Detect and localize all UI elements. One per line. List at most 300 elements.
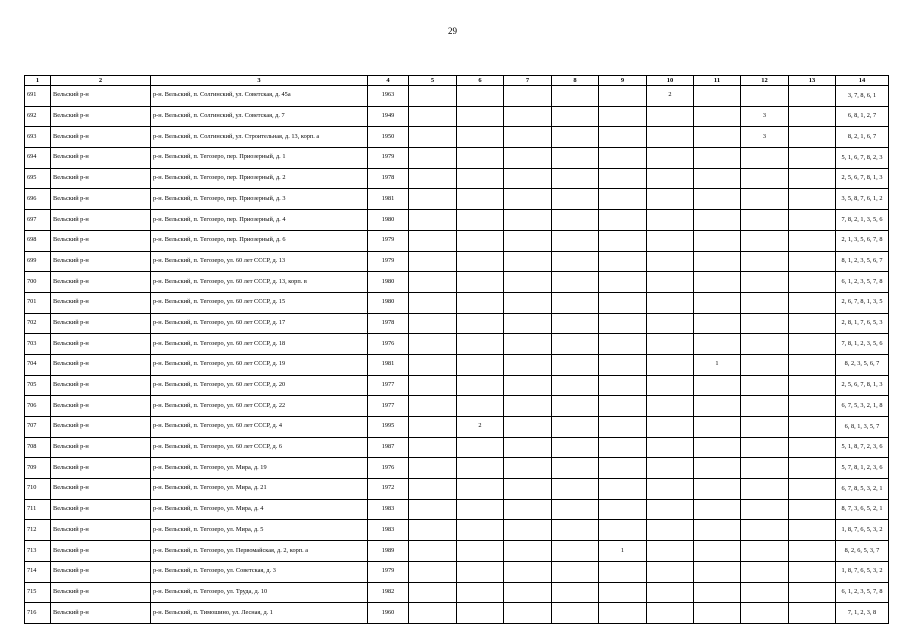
year-cell: 1949: [368, 106, 409, 127]
col13-cell: [789, 334, 836, 355]
codes-cell: 8, 7, 3, 6, 5, 2, 1: [836, 499, 889, 520]
column-header: 7: [504, 76, 552, 86]
district-cell: Вельский р-н: [51, 541, 151, 562]
year-cell: 1977: [368, 396, 409, 417]
col10-cell: [647, 230, 694, 251]
address-cell: р-н. Вельский, п. Солгинский, ул. Советская, д. 45а: [151, 86, 368, 107]
address-cell: р-н. Вельский, п. Тегозеро, пер. Приозерный, д. 4: [151, 210, 368, 231]
col12-cell: 3: [741, 106, 789, 127]
col9-cell: 1: [599, 541, 647, 562]
col9-cell: [599, 520, 647, 541]
row-number: 702: [25, 313, 51, 334]
col5-cell: [409, 230, 457, 251]
col7-cell: [504, 479, 552, 500]
col7-cell: [504, 148, 552, 169]
year-cell: 1980: [368, 210, 409, 231]
col8-cell: [552, 313, 599, 334]
year-cell: 1977: [368, 375, 409, 396]
col8-cell: [552, 541, 599, 562]
column-header: 10: [647, 76, 694, 86]
table-row: [25, 292, 889, 313]
col8-cell: [552, 168, 599, 189]
codes-cell: 6, 8, 1, 2, 7: [836, 106, 889, 127]
district-cell: Вельский р-н: [51, 582, 151, 603]
row-number: 696: [25, 189, 51, 210]
address-cell: р-н. Вельский, п. Тегозеро, пер. Приозерный, д. 3: [151, 189, 368, 210]
district-cell: Вельский р-н: [51, 86, 151, 107]
col6-cell: [457, 603, 504, 624]
col12-cell: [741, 520, 789, 541]
col11-cell: [694, 148, 741, 169]
col11-cell: [694, 375, 741, 396]
row-number: 709: [25, 458, 51, 479]
column-header: 12: [741, 76, 789, 86]
year-cell: 1963: [368, 86, 409, 107]
col11-cell: [694, 479, 741, 500]
col7-cell: [504, 230, 552, 251]
col7-cell: [504, 127, 552, 148]
col5-cell: [409, 210, 457, 231]
district-cell: Вельский р-н: [51, 520, 151, 541]
column-header: 1: [25, 76, 51, 86]
district-cell: Вельский р-н: [51, 189, 151, 210]
address-cell: р-н. Вельский, п. Солгинский, ул. Советская, д. 7: [151, 106, 368, 127]
col9-cell: [599, 106, 647, 127]
col5-cell: [409, 189, 457, 210]
col13-cell: [789, 354, 836, 375]
table-row: [25, 437, 889, 458]
column-header: 5: [409, 76, 457, 86]
table-row: [25, 230, 889, 251]
col13-cell: [789, 168, 836, 189]
col13-cell: [789, 499, 836, 520]
address-cell: р-н. Вельский, п. Тегозеро, ул. 60 лет СССР, д. 15: [151, 292, 368, 313]
col6-cell: [457, 334, 504, 355]
col10-cell: [647, 251, 694, 272]
col11-cell: [694, 292, 741, 313]
col13-cell: [789, 86, 836, 107]
col5-cell: [409, 561, 457, 582]
col11-cell: [694, 520, 741, 541]
column-header: 9: [599, 76, 647, 86]
col10-cell: [647, 127, 694, 148]
codes-cell: 5, 7, 8, 1, 2, 3, 6: [836, 458, 889, 479]
col7-cell: [504, 375, 552, 396]
row-number: 701: [25, 292, 51, 313]
district-cell: Вельский р-н: [51, 251, 151, 272]
col5-cell: [409, 168, 457, 189]
col12-cell: [741, 603, 789, 624]
year-cell: 1978: [368, 168, 409, 189]
col10-cell: [647, 354, 694, 375]
col8-cell: [552, 148, 599, 169]
col8-cell: [552, 127, 599, 148]
col8-cell: [552, 479, 599, 500]
address-cell: р-н. Вельский, п. Тегозеро, пер. Приозерный, д. 6: [151, 230, 368, 251]
column-header: 4: [368, 76, 409, 86]
col9-cell: [599, 334, 647, 355]
district-cell: Вельский р-н: [51, 106, 151, 127]
col9-cell: [599, 582, 647, 603]
row-number: 703: [25, 334, 51, 355]
codes-cell: 8, 2, 1, 6, 7: [836, 127, 889, 148]
col13-cell: [789, 561, 836, 582]
col12-cell: [741, 499, 789, 520]
col10-cell: [647, 168, 694, 189]
col10-cell: [647, 499, 694, 520]
col12-cell: [741, 396, 789, 417]
col9-cell: [599, 168, 647, 189]
district-cell: Вельский р-н: [51, 375, 151, 396]
col11-cell: [694, 86, 741, 107]
table-body: [25, 86, 889, 624]
col10-cell: [647, 582, 694, 603]
col11-cell: [694, 313, 741, 334]
col11-cell: [694, 189, 741, 210]
col11-cell: [694, 106, 741, 127]
col13-cell: [789, 437, 836, 458]
codes-cell: 6, 7, 5, 3, 2, 1, 8: [836, 396, 889, 417]
col7-cell: [504, 189, 552, 210]
district-cell: Вельский р-н: [51, 148, 151, 169]
row-number: 691: [25, 86, 51, 107]
col13-cell: [789, 375, 836, 396]
col12-cell: [741, 292, 789, 313]
table-row: [25, 148, 889, 169]
col6-cell: [457, 148, 504, 169]
table-row: [25, 458, 889, 479]
col9-cell: [599, 127, 647, 148]
col7-cell: [504, 251, 552, 272]
table-row: [25, 210, 889, 231]
col12-cell: [741, 334, 789, 355]
codes-cell: 5, 1, 8, 7, 2, 3, 6: [836, 437, 889, 458]
col10-cell: [647, 313, 694, 334]
year-cell: 1979: [368, 251, 409, 272]
year-cell: 1976: [368, 334, 409, 355]
address-cell: р-н. Вельский, п. Тегозеро, ул. 60 лет СССР, д. 20: [151, 375, 368, 396]
col6-cell: [457, 86, 504, 107]
district-cell: Вельский р-н: [51, 230, 151, 251]
col11-cell: [694, 251, 741, 272]
table-row: [25, 106, 889, 127]
col12-cell: [741, 561, 789, 582]
col5-cell: [409, 354, 457, 375]
year-cell: 1979: [368, 561, 409, 582]
col8-cell: [552, 189, 599, 210]
col6-cell: [457, 520, 504, 541]
col13-cell: [789, 148, 836, 169]
col7-cell: [504, 520, 552, 541]
address-cell: р-н. Вельский, п. Тегозеро, ул. Мира, д. 19: [151, 458, 368, 479]
register-table: [24, 75, 889, 624]
address-cell: р-н. Вельский, п. Тегозеро, ул. 60 лет СССР, д. 22: [151, 396, 368, 417]
col5-cell: [409, 479, 457, 500]
col11-cell: [694, 603, 741, 624]
col5-cell: [409, 292, 457, 313]
col9-cell: [599, 292, 647, 313]
col6-cell: [457, 106, 504, 127]
col8-cell: [552, 582, 599, 603]
col5-cell: [409, 272, 457, 293]
row-number: 706: [25, 396, 51, 417]
district-cell: Вельский р-н: [51, 127, 151, 148]
district-cell: Вельский р-н: [51, 437, 151, 458]
col8-cell: [552, 603, 599, 624]
address-cell: р-н. Вельский, п. Тегозеро, ул. 60 лет СССР, д. 17: [151, 313, 368, 334]
col10-cell: [647, 479, 694, 500]
col7-cell: [504, 354, 552, 375]
col10-cell: [647, 148, 694, 169]
district-cell: Вельский р-н: [51, 561, 151, 582]
col9-cell: [599, 272, 647, 293]
col6-cell: [457, 210, 504, 231]
col8-cell: [552, 354, 599, 375]
table-row: [25, 603, 889, 624]
col10-cell: [647, 106, 694, 127]
col8-cell: [552, 86, 599, 107]
col8-cell: [552, 230, 599, 251]
col13-cell: [789, 458, 836, 479]
col11-cell: [694, 334, 741, 355]
col10-cell: [647, 272, 694, 293]
row-number: 700: [25, 272, 51, 293]
col12-cell: [741, 354, 789, 375]
col7-cell: [504, 582, 552, 603]
col12-cell: [741, 417, 789, 438]
address-cell: р-н. Вельский, п. Солгинский, ул. Строительная, д. 13, корп. а: [151, 127, 368, 148]
col7-cell: [504, 437, 552, 458]
codes-cell: 3, 5, 8, 7, 6, 1, 2: [836, 189, 889, 210]
address-cell: р-н. Вельский, п. Тегозеро, ул. 60 лет СССР, д. 19: [151, 354, 368, 375]
row-number: 699: [25, 251, 51, 272]
col13-cell: [789, 582, 836, 603]
col10-cell: [647, 417, 694, 438]
table-row: [25, 479, 889, 500]
col10-cell: [647, 603, 694, 624]
col7-cell: [504, 603, 552, 624]
col5-cell: [409, 313, 457, 334]
col6-cell: [457, 541, 504, 562]
col13-cell: [789, 272, 836, 293]
year-cell: 1989: [368, 541, 409, 562]
col8-cell: [552, 210, 599, 231]
col7-cell: [504, 272, 552, 293]
col12-cell: [741, 541, 789, 562]
col13-cell: [789, 189, 836, 210]
col6-cell: 2: [457, 417, 504, 438]
col7-cell: [504, 313, 552, 334]
row-number: 715: [25, 582, 51, 603]
codes-cell: 5, 1, 6, 7, 8, 2, 3: [836, 148, 889, 169]
column-header: 8: [552, 76, 599, 86]
col6-cell: [457, 375, 504, 396]
year-cell: 1979: [368, 230, 409, 251]
year-cell: 1978: [368, 313, 409, 334]
table-row: [25, 561, 889, 582]
table-row: [25, 127, 889, 148]
year-cell: 1960: [368, 603, 409, 624]
codes-cell: 3, 7, 8, 6, 1: [836, 86, 889, 107]
year-cell: 1995: [368, 417, 409, 438]
codes-cell: 7, 1, 2, 3, 8: [836, 603, 889, 624]
col12-cell: [741, 313, 789, 334]
col10-cell: [647, 334, 694, 355]
col12-cell: [741, 189, 789, 210]
col6-cell: [457, 396, 504, 417]
row-number: 716: [25, 603, 51, 624]
district-cell: Вельский р-н: [51, 603, 151, 624]
col10-cell: [647, 189, 694, 210]
table-row: [25, 272, 889, 293]
col5-cell: [409, 375, 457, 396]
table-row: [25, 396, 889, 417]
district-cell: Вельский р-н: [51, 272, 151, 293]
row-number: 711: [25, 499, 51, 520]
col8-cell: [552, 334, 599, 355]
district-cell: Вельский р-н: [51, 168, 151, 189]
col12-cell: [741, 148, 789, 169]
col9-cell: [599, 396, 647, 417]
year-cell: 1987: [368, 437, 409, 458]
year-cell: 1981: [368, 189, 409, 210]
year-cell: 1979: [368, 148, 409, 169]
col11-cell: [694, 541, 741, 562]
col13-cell: [789, 479, 836, 500]
codes-cell: 2, 5, 6, 7, 8, 1, 3: [836, 375, 889, 396]
col9-cell: [599, 210, 647, 231]
district-cell: Вельский р-н: [51, 417, 151, 438]
col11-cell: [694, 417, 741, 438]
row-number: 704: [25, 354, 51, 375]
table-row: [25, 189, 889, 210]
col11-cell: [694, 582, 741, 603]
column-header: 11: [694, 76, 741, 86]
col5-cell: [409, 127, 457, 148]
table-row: [25, 168, 889, 189]
col9-cell: [599, 86, 647, 107]
col13-cell: [789, 106, 836, 127]
district-cell: Вельский р-н: [51, 210, 151, 231]
codes-cell: 1, 8, 7, 6, 5, 3, 2: [836, 520, 889, 541]
col5-cell: [409, 251, 457, 272]
district-cell: Вельский р-н: [51, 479, 151, 500]
col7-cell: [504, 417, 552, 438]
col8-cell: [552, 396, 599, 417]
col9-cell: [599, 375, 647, 396]
col10-cell: [647, 437, 694, 458]
district-cell: Вельский р-н: [51, 396, 151, 417]
codes-cell: 6, 1, 2, 3, 5, 7, 8: [836, 272, 889, 293]
codes-cell: 2, 6, 7, 8, 1, 3, 5: [836, 292, 889, 313]
col9-cell: [599, 189, 647, 210]
col9-cell: [599, 354, 647, 375]
year-cell: 1972: [368, 479, 409, 500]
col10-cell: [647, 561, 694, 582]
col11-cell: [694, 396, 741, 417]
col9-cell: [599, 437, 647, 458]
col8-cell: [552, 106, 599, 127]
codes-cell: 2, 5, 6, 7, 8, 1, 3: [836, 168, 889, 189]
column-header: 6: [457, 76, 504, 86]
col6-cell: [457, 458, 504, 479]
row-number: 708: [25, 437, 51, 458]
row-number: 698: [25, 230, 51, 251]
col5-cell: [409, 458, 457, 479]
table-row: [25, 417, 889, 438]
col5-cell: [409, 417, 457, 438]
col6-cell: [457, 313, 504, 334]
col11-cell: [694, 230, 741, 251]
col8-cell: [552, 561, 599, 582]
col8-cell: [552, 437, 599, 458]
col13-cell: [789, 210, 836, 231]
address-cell: р-н. Вельский, п. Тегозеро, ул. Советская, д. 3: [151, 561, 368, 582]
col12-cell: [741, 168, 789, 189]
col9-cell: [599, 148, 647, 169]
col11-cell: [694, 210, 741, 231]
col6-cell: [457, 292, 504, 313]
col8-cell: [552, 292, 599, 313]
col5-cell: [409, 603, 457, 624]
col8-cell: [552, 417, 599, 438]
col5-cell: [409, 541, 457, 562]
row-number: 707: [25, 417, 51, 438]
address-cell: р-н. Вельский, п. Тегозеро, ул. 60 лет СССР, д. 18: [151, 334, 368, 355]
col13-cell: [789, 603, 836, 624]
col11-cell: [694, 272, 741, 293]
table-row: [25, 86, 889, 107]
codes-cell: 7, 8, 1, 2, 3, 5, 6: [836, 334, 889, 355]
district-cell: Вельский р-н: [51, 458, 151, 479]
table-row: [25, 520, 889, 541]
table-row: [25, 313, 889, 334]
codes-cell: 1, 8, 7, 6, 5, 3, 2: [836, 561, 889, 582]
row-number: 712: [25, 520, 51, 541]
col10-cell: [647, 375, 694, 396]
col8-cell: [552, 272, 599, 293]
row-number: 694: [25, 148, 51, 169]
col9-cell: [599, 603, 647, 624]
address-cell: р-н. Вельский, п. Тегозеро, ул. 60 лет СССР, д. 13, корп. в: [151, 272, 368, 293]
col5-cell: [409, 86, 457, 107]
col10-cell: [647, 458, 694, 479]
col13-cell: [789, 251, 836, 272]
col7-cell: [504, 334, 552, 355]
col6-cell: [457, 272, 504, 293]
column-header: 14: [836, 76, 889, 86]
col10-cell: [647, 396, 694, 417]
address-cell: р-н. Вельский, п. Тегозеро, ул. 60 лет СССР, д. 6: [151, 437, 368, 458]
col11-cell: [694, 458, 741, 479]
codes-cell: 2, 1, 3, 5, 6, 7, 8: [836, 230, 889, 251]
column-header: 3: [151, 76, 368, 86]
address-cell: р-н. Вельский, п. Тегозеро, ул. 60 лет СССР, д. 4: [151, 417, 368, 438]
col6-cell: [457, 582, 504, 603]
col13-cell: [789, 541, 836, 562]
col8-cell: [552, 251, 599, 272]
year-cell: 1982: [368, 582, 409, 603]
col7-cell: [504, 561, 552, 582]
district-cell: Вельский р-н: [51, 354, 151, 375]
col9-cell: [599, 499, 647, 520]
table-row: [25, 251, 889, 272]
codes-cell: 6, 1, 2, 3, 5, 7, 8: [836, 582, 889, 603]
address-cell: р-н. Вельский, п. Тегозеро, ул. Мира, д. 5: [151, 520, 368, 541]
col5-cell: [409, 148, 457, 169]
col9-cell: [599, 479, 647, 500]
col12-cell: [741, 582, 789, 603]
